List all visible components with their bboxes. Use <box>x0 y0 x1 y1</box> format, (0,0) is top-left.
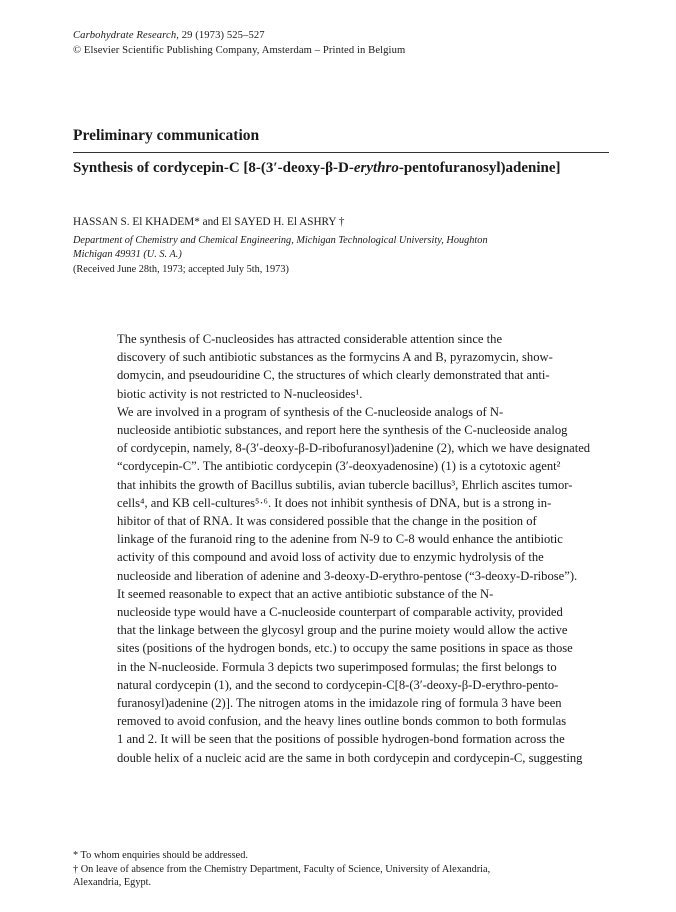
text-line: in the N-nucleoside. Formula 3 depicts two superimposed formulas; the first belongs to <box>117 659 557 674</box>
authors: HASSAN S. El KHADEM* and El SAYED H. El ASHRY † <box>73 216 345 228</box>
text-line: We are involved in a program of synthesis of the C-nucleoside analogs of N- <box>117 404 504 419</box>
journal-name: Carbohydrate Research, <box>73 30 179 41</box>
title-divider <box>73 152 609 153</box>
text-line: double helix of a nucleic acid are the same in both cordycepin and cordycepin-C, suggesting <box>117 750 583 765</box>
text-line: activity of this compound and avoid loss of activity due to enzymic hydrolysis of the <box>117 550 544 565</box>
text-line: nucleoside and liberation of adenine and 3-deoxy-D-erythro-pentose (“3-deoxy-D-ribose”). <box>117 568 578 583</box>
text-line: linkage of the furanoid ring to the adenine from N-9 to C-8 would enhance the antibiotic <box>117 532 563 547</box>
text-line: discovery of such antibiotic substances as the formycins A and B, pyrazomycin, show- <box>117 350 553 365</box>
text-line: that the linkage between the glycosyl group and the purine moiety would allow the active <box>117 623 568 638</box>
footnote-leave: † On leave of absence from the Chemistry Department, Faculty of Science, University of Alexandria, <box>73 863 491 875</box>
journal-header <box>73 28 405 58</box>
paper-title <box>73 160 561 177</box>
title-italic: erythro <box>353 160 399 176</box>
body-text <box>75 330 611 767</box>
text-line: natural cordycepin (1), and the second to cordycepin-C[8-(3′-deoxy-β-D-erythro-pento- <box>117 677 559 692</box>
text-line: 1 and 2. It will be seen that the positions of possible hydrogen-bond formation across the <box>117 732 565 747</box>
footnotes <box>73 849 490 890</box>
text-line: nucleoside type would have a C-nucleoside counterpart of comparable activity, provided <box>117 605 563 620</box>
text-line: hibitor of that of RNA. It was considered possible that the change in the position of <box>117 514 537 529</box>
footnote-correspondence: * To whom enquiries should be addressed. <box>73 850 248 861</box>
text-line: of cordycepin, namely, 8-(3′-deoxy-β-D-ribofuranosyl)adenine (2), which we have designated <box>117 441 591 456</box>
text-line: furanosyl)adenine (2)]. The nitrogen atoms in the imidazole ring of formula 3 have been <box>117 696 562 711</box>
paragraph-1 <box>75 330 611 403</box>
affiliation-line-2: Michigan 49931 (U. S. A.) <box>73 249 182 260</box>
text-line: “cordycepin-C”. The antibiotic cordycepin (3′-deoxyadenosine) (1) is a cytotoxic agent² <box>117 459 561 474</box>
text-line: nucleoside antibiotic substances, and report here the synthesis of the C-nucleoside analog <box>117 423 568 438</box>
text-line: It seemed reasonable to expect that an active antibiotic substance of the N- <box>117 586 494 601</box>
text-line: sites (positions of the hydrogen bonds, etc.) to occupy the same positions in space as those <box>117 641 573 656</box>
footnote-leave-cont: Alexandria, Egypt. <box>73 877 152 888</box>
text-line: removed to avoid confusion, and the heavy lines outline bonds common to both formulas <box>117 714 567 729</box>
text-line: The synthesis of C-nucleosides has attracted considerable attention since the <box>117 332 503 346</box>
paragraph-2 <box>75 403 611 585</box>
section-heading: Preliminary communication <box>73 127 260 144</box>
copyright-line: © Elsevier Scientific Publishing Company, Amsterdam – Printed in Belgium <box>73 45 406 56</box>
received-dates: (Received June 28th, 1973; accepted July 5th, 1973) <box>73 264 289 275</box>
paragraph-3 <box>75 585 611 767</box>
affiliation-line-1: Department of Chemistry and Chemical Engineering, Michigan Technological University, Houghton <box>73 235 488 246</box>
text-line: cells⁴, and KB cell-cultures⁵·⁶. It does not inhibit synthesis of DNA, but is a strong in- <box>117 495 552 510</box>
text-line: that inhibits the growth of Bacillus subtilis, avian tubercle bacillus³, Ehrlich ascites tumor- <box>117 477 573 492</box>
title-part-1: Synthesis of cordycepin-C [8-(3′-deoxy-β-D- <box>73 160 354 176</box>
journal-volume: 29 (1973) 525–527 <box>178 30 265 41</box>
journal-citation <box>73 28 405 43</box>
text-line: domycin, and pseudouridine C, the structures of which clearly demonstrated that anti- <box>117 368 550 383</box>
title-part-2: -pentofuranosyl)adenine] <box>398 160 561 176</box>
text-line: biotic activity is not restricted to N-nucleosides¹. <box>117 386 363 401</box>
affiliation <box>73 234 633 262</box>
